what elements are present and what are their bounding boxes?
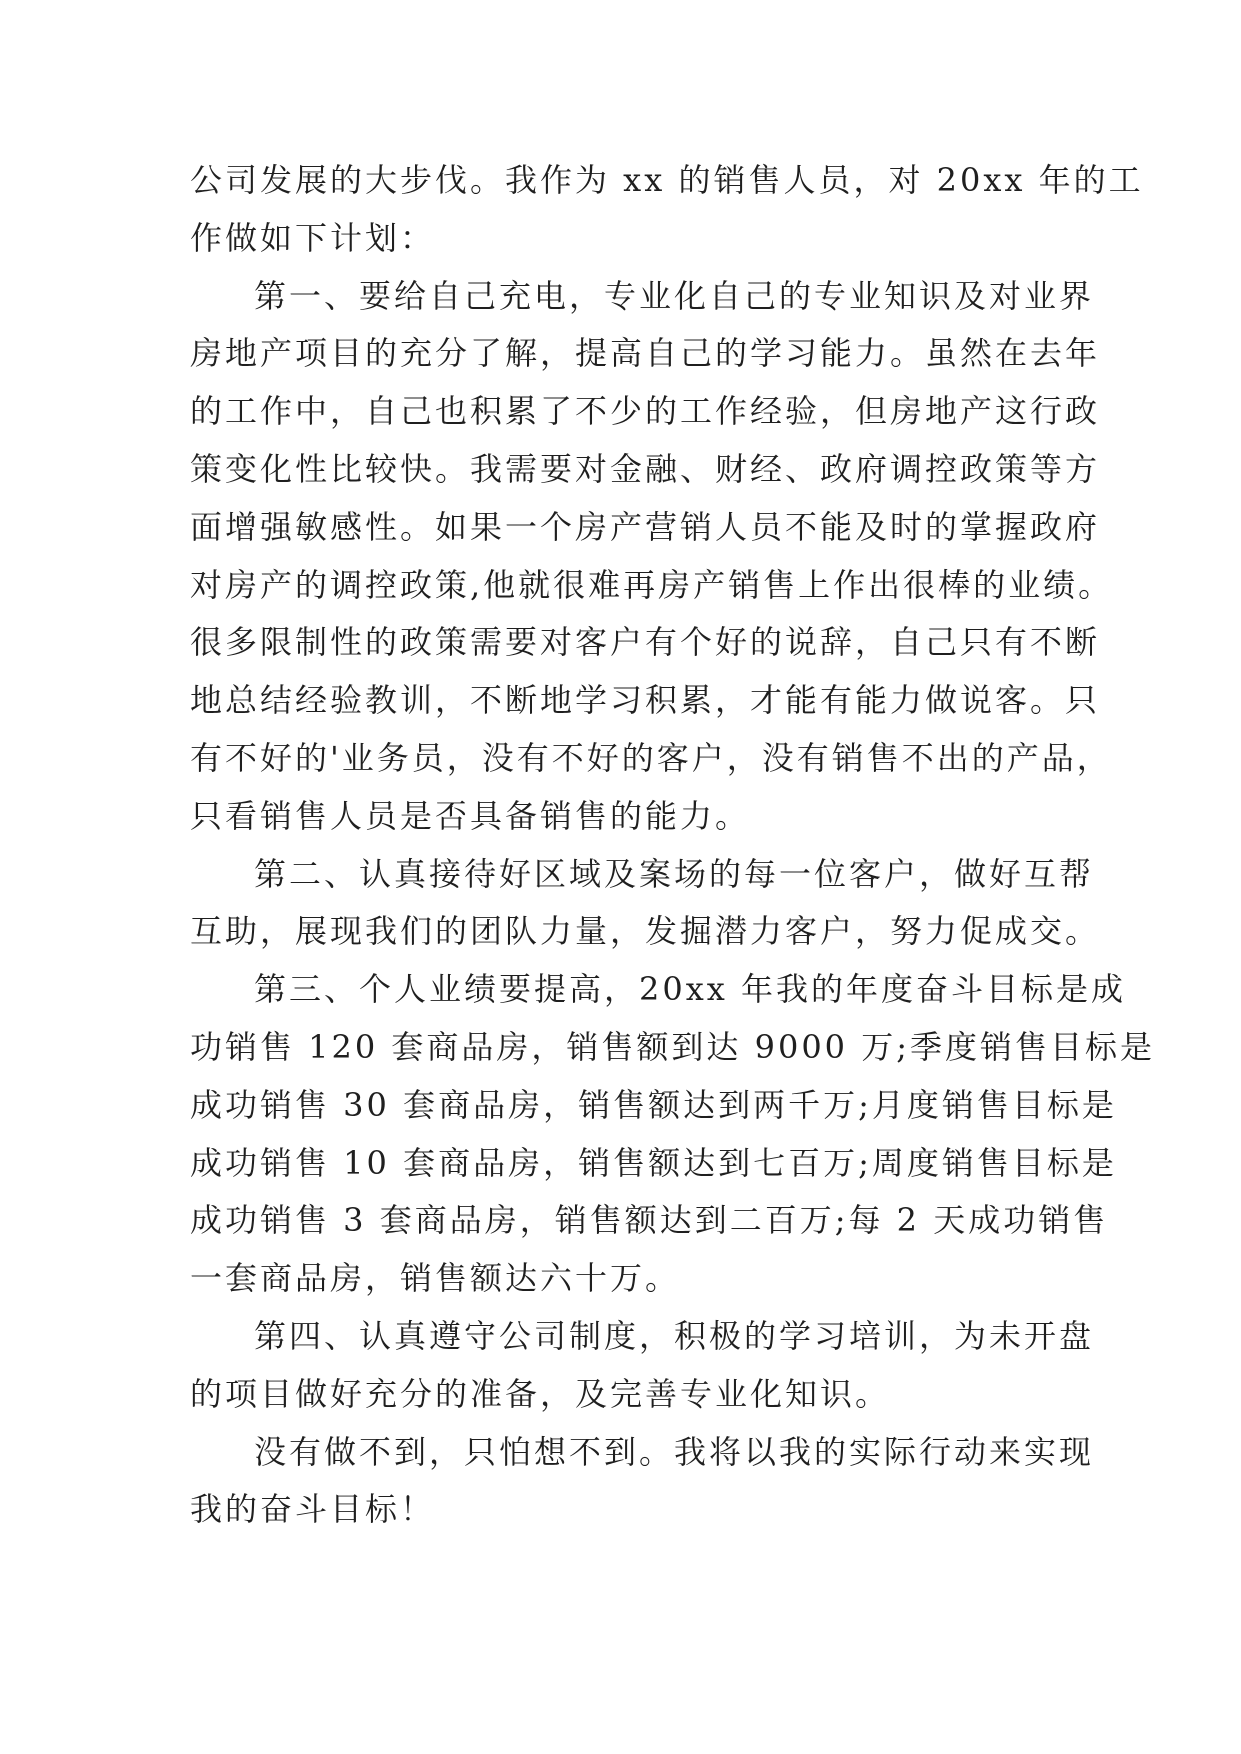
text-line: 对房产的调控政策,他就很难再房产销售上作出很棒的业绩。: [190, 565, 1114, 604]
text-line: 第一、要给自己充电，专业化自己的专业知识及对业界: [254, 276, 1095, 315]
text-line: 一套商品房，销售额达六十万。: [190, 1259, 681, 1298]
paragraph-third-point: [190, 961, 1155, 1308]
text-line: 有不好的'业务员，没有不好的客户，没有销售不出的产品，: [190, 738, 1112, 777]
paragraph-fourth-point: [190, 1308, 1095, 1424]
text-line: 策变化性比较快。我需要对金融、财经、政府调控政策等方: [190, 449, 1101, 488]
text-line: 我的奋斗目标！: [190, 1490, 436, 1529]
text-line: 功销售 120 套商品房，销售额到达 9000 万;季度销售目标是: [190, 1027, 1155, 1066]
paragraph-first-point: [190, 268, 1114, 846]
text-line: 没有做不到，只怕想不到。我将以我的实际行动来实现: [254, 1432, 1095, 1471]
paragraph-closing: [190, 1424, 1095, 1540]
text-line: 成功销售 10 套商品房，销售额达到七百万;周度销售目标是: [190, 1143, 1117, 1182]
text-line: 成功销售 3 套商品房，销售额达到二百万;每 2 天成功销售: [190, 1201, 1109, 1240]
text-line: 第三、个人业绩要提高，20xx 年我的年度奋斗目标是成: [254, 970, 1126, 1009]
document-body: [190, 152, 1155, 1539]
text-line: 第二、认真接待好区域及案场的每一位客户，做好互帮: [254, 854, 1095, 893]
text-line: 公司发展的大步伐。我作为 xx 的销售人员，对 20xx 年的工: [190, 161, 1144, 199]
text-line: 地总结经验教训，不断地学习积累，才能有能力做说客。只: [190, 681, 1101, 720]
text-line: 作做如下计划：: [190, 218, 436, 257]
text-line: 房地产项目的充分了解，提高自己的学习能力。虽然在去年: [190, 334, 1101, 373]
text-line: 的工作中，自己也积累了不少的工作经验，但房地产这行政: [190, 392, 1101, 431]
text-line: 成功销售 30 套商品房，销售额达到两千万;月度销售目标是: [190, 1085, 1117, 1124]
text-line: 第四、认真遵守公司制度，积极的学习培训，为未开盘: [254, 1316, 1095, 1355]
text-line: 面增强敏感性。如果一个房产营销人员不能及时的掌握政府: [190, 507, 1101, 546]
text-line: 很多限制性的政策需要对客户有个好的说辞，自己只有不断: [190, 623, 1101, 662]
text-line: 互助，展现我们的团队力量，发掘潜力客户，努力促成交。: [190, 912, 1101, 951]
paragraph-intro-continuation: [190, 152, 1144, 268]
paragraph-second-point: [190, 846, 1101, 962]
text-line: 只看销售人员是否具备销售的能力。: [190, 796, 751, 835]
text-line: 的项目做好充分的准备，及完善专业化知识。: [190, 1374, 891, 1413]
